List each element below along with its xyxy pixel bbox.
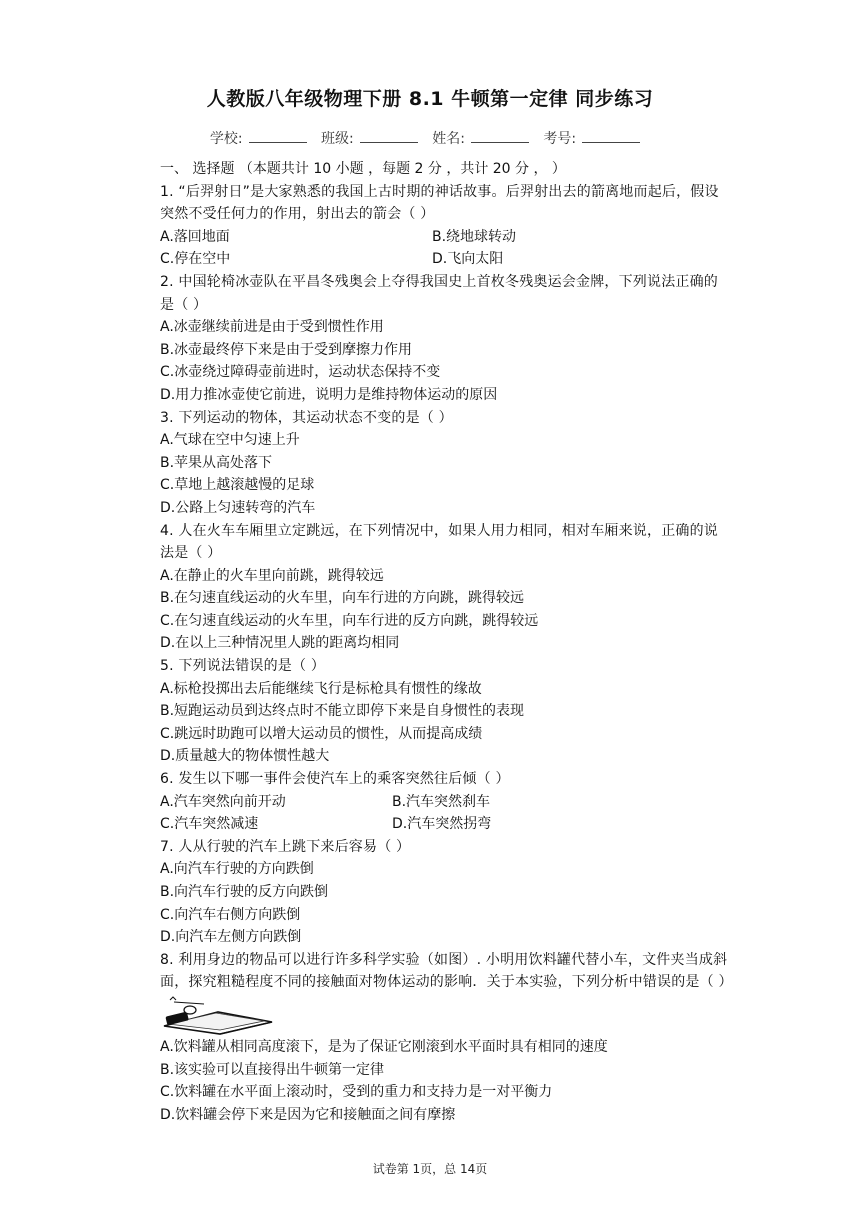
question-stem: 6. 发生以下哪一事件会使汽车上的乘客突然往后倾（ ） [160, 771, 510, 788]
exam-no-blank[interactable] [582, 130, 640, 143]
option-c[interactable]: C.跳远时助跑可以增大运动员的惯性，从而提高成绩 [160, 725, 483, 742]
option-a[interactable]: A.在静止的火车里向前跳，跳得较远 [160, 567, 384, 584]
question-stem: 3. 下列运动的物体，其运动状态不变的是（ ） [160, 409, 453, 426]
option-a[interactable]: A.向汽车行驶的方向跌倒 [160, 861, 314, 878]
exam-no-label: 考号: [543, 131, 577, 147]
option-a[interactable]: A.饮料罐从相同高度滚下，是为了保证它刚滚到水平面时具有相同的速度 [160, 1038, 608, 1055]
question-4 [160, 520, 732, 656]
section-heading: 一、 选择题 （本题共计 10 小题 ，每题 2 分 ，共计 20 分 ， ） [160, 161, 566, 177]
can-body [184, 1006, 196, 1014]
page-footer: 试卷第 1页，总 14页 [372, 1162, 488, 1176]
options-row [160, 791, 732, 814]
question-3 [160, 407, 732, 520]
folder-slope-figure [160, 996, 280, 1036]
question-8 [160, 949, 732, 1127]
options-row [160, 226, 732, 249]
option-a[interactable]: A.汽车突然向前开动 [160, 793, 286, 810]
question-stem: 8. 利用身边的物品可以进行许多科学实验（如图）. 小明用饮料罐代替小车，文件夹当成斜面，探究粗糙程度不同的接触面对物体运动的影响．关于本实验，下列分析中错误的是（ ） [160, 951, 733, 991]
option-b[interactable]: B.短跑运动员到达终点时不能立即停下来是自身惯性的表现 [160, 703, 525, 720]
question-stem: 5. 下列说法错误的是（ ） [160, 658, 326, 675]
option-b[interactable]: B.汽车突然刹车 [392, 793, 491, 810]
option-d[interactable]: D.向汽车左侧方向跌倒 [160, 929, 302, 946]
option-d[interactable]: D.质量越大的物体惯性越大 [160, 748, 330, 765]
option-c[interactable]: C.汽车突然减速 [160, 816, 259, 833]
question-2 [160, 271, 732, 407]
question-1 [160, 181, 732, 271]
question-stem: 7. 人从行驶的汽车上跳下来后容易（ ） [160, 838, 411, 855]
option-c[interactable]: C.草地上越滚越慢的足球 [160, 477, 315, 494]
question-7 [160, 836, 732, 949]
question-6 [160, 768, 732, 836]
option-b[interactable]: B.该实验可以直接得出牛顿第一定律 [160, 1061, 385, 1078]
name-label: 姓名: [432, 131, 465, 147]
question-stem: 1. “后羿射日”是大家熟悉的我国上古时期的神话故事。后羿射出去的箭离地而起后，假设突然不受任何力的作用，射出去的箭会（ ） [160, 183, 719, 223]
option-d[interactable]: D.飞向太阳 [432, 251, 504, 268]
option-d[interactable]: D.汽车突然拐弯 [392, 816, 492, 833]
option-b[interactable]: B.冰壶最终停下来是由于受到摩擦力作用 [160, 341, 413, 358]
option-c[interactable]: C.饮料罐在水平面上滚动时，受到的重力和支持力是一对平衡力 [160, 1084, 553, 1101]
option-d[interactable]: D.用力推冰壶使它前进，说明力是维持物体运动的原因 [160, 386, 498, 403]
option-d[interactable]: D.公路上匀速转弯的汽车 [160, 499, 316, 516]
option-a[interactable]: A.标枪投掷出去后能继续飞行是标枪具有惯性的缘故 [160, 680, 482, 697]
option-b[interactable]: B.绕地球转动 [432, 228, 517, 245]
school-blank[interactable] [249, 130, 307, 143]
name-blank[interactable] [471, 130, 529, 143]
options-row [160, 813, 732, 836]
question-5 [160, 655, 732, 768]
option-a[interactable]: A.落回地面 [160, 228, 230, 245]
page-title: 人教版八年级物理下册 8.1 牛顿第一定律 同步练习 [206, 88, 654, 110]
option-d[interactable]: D.饮料罐会停下来是因为它和接触面之间有摩擦 [160, 1106, 456, 1123]
can-mark [170, 997, 176, 1000]
option-c[interactable]: C.向汽车右侧方向跌倒 [160, 906, 301, 923]
can-line [174, 1002, 204, 1004]
option-b[interactable]: B.苹果从高处落下 [160, 454, 273, 471]
school-label: 学校: [209, 131, 243, 147]
option-d[interactable]: D.在以上三种情况里人跳的距离均相同 [160, 635, 400, 652]
question-stem: 4. 人在火车车厢里立定跳远，在下列情况中，如果人用力相同，相对车厢来说，正确的说法是（ ） [160, 522, 719, 562]
option-c[interactable]: C.冰壶绕过障碍壶前进时，运动状态保持不变 [160, 364, 441, 381]
question-stem: 2. 中国轮椅冰壶队在平昌冬残奥会上夺得我国史上首枚冬残奥运会金牌，下列说法正确的是（ ） [160, 273, 719, 313]
option-a[interactable]: A.气球在空中匀速上升 [160, 432, 300, 449]
class-blank[interactable] [360, 130, 418, 143]
class-label: 班级: [321, 131, 354, 147]
option-b[interactable]: B.在匀速直线运动的火车里，向车行进的方向跳，跳得较远 [160, 590, 525, 607]
options-row [160, 248, 732, 271]
option-a[interactable]: A.冰壶继续前进是由于受到惯性作用 [160, 319, 384, 336]
option-b[interactable]: B.向汽车行驶的反方向跌倒 [160, 884, 329, 900]
question-list [160, 158, 732, 1126]
option-c[interactable]: C.在匀速直线运动的火车里，向车行进的反方向跳，跳得较远 [160, 612, 539, 629]
option-c[interactable]: C.停在空中 [160, 251, 231, 268]
student-info-row [0, 128, 860, 148]
